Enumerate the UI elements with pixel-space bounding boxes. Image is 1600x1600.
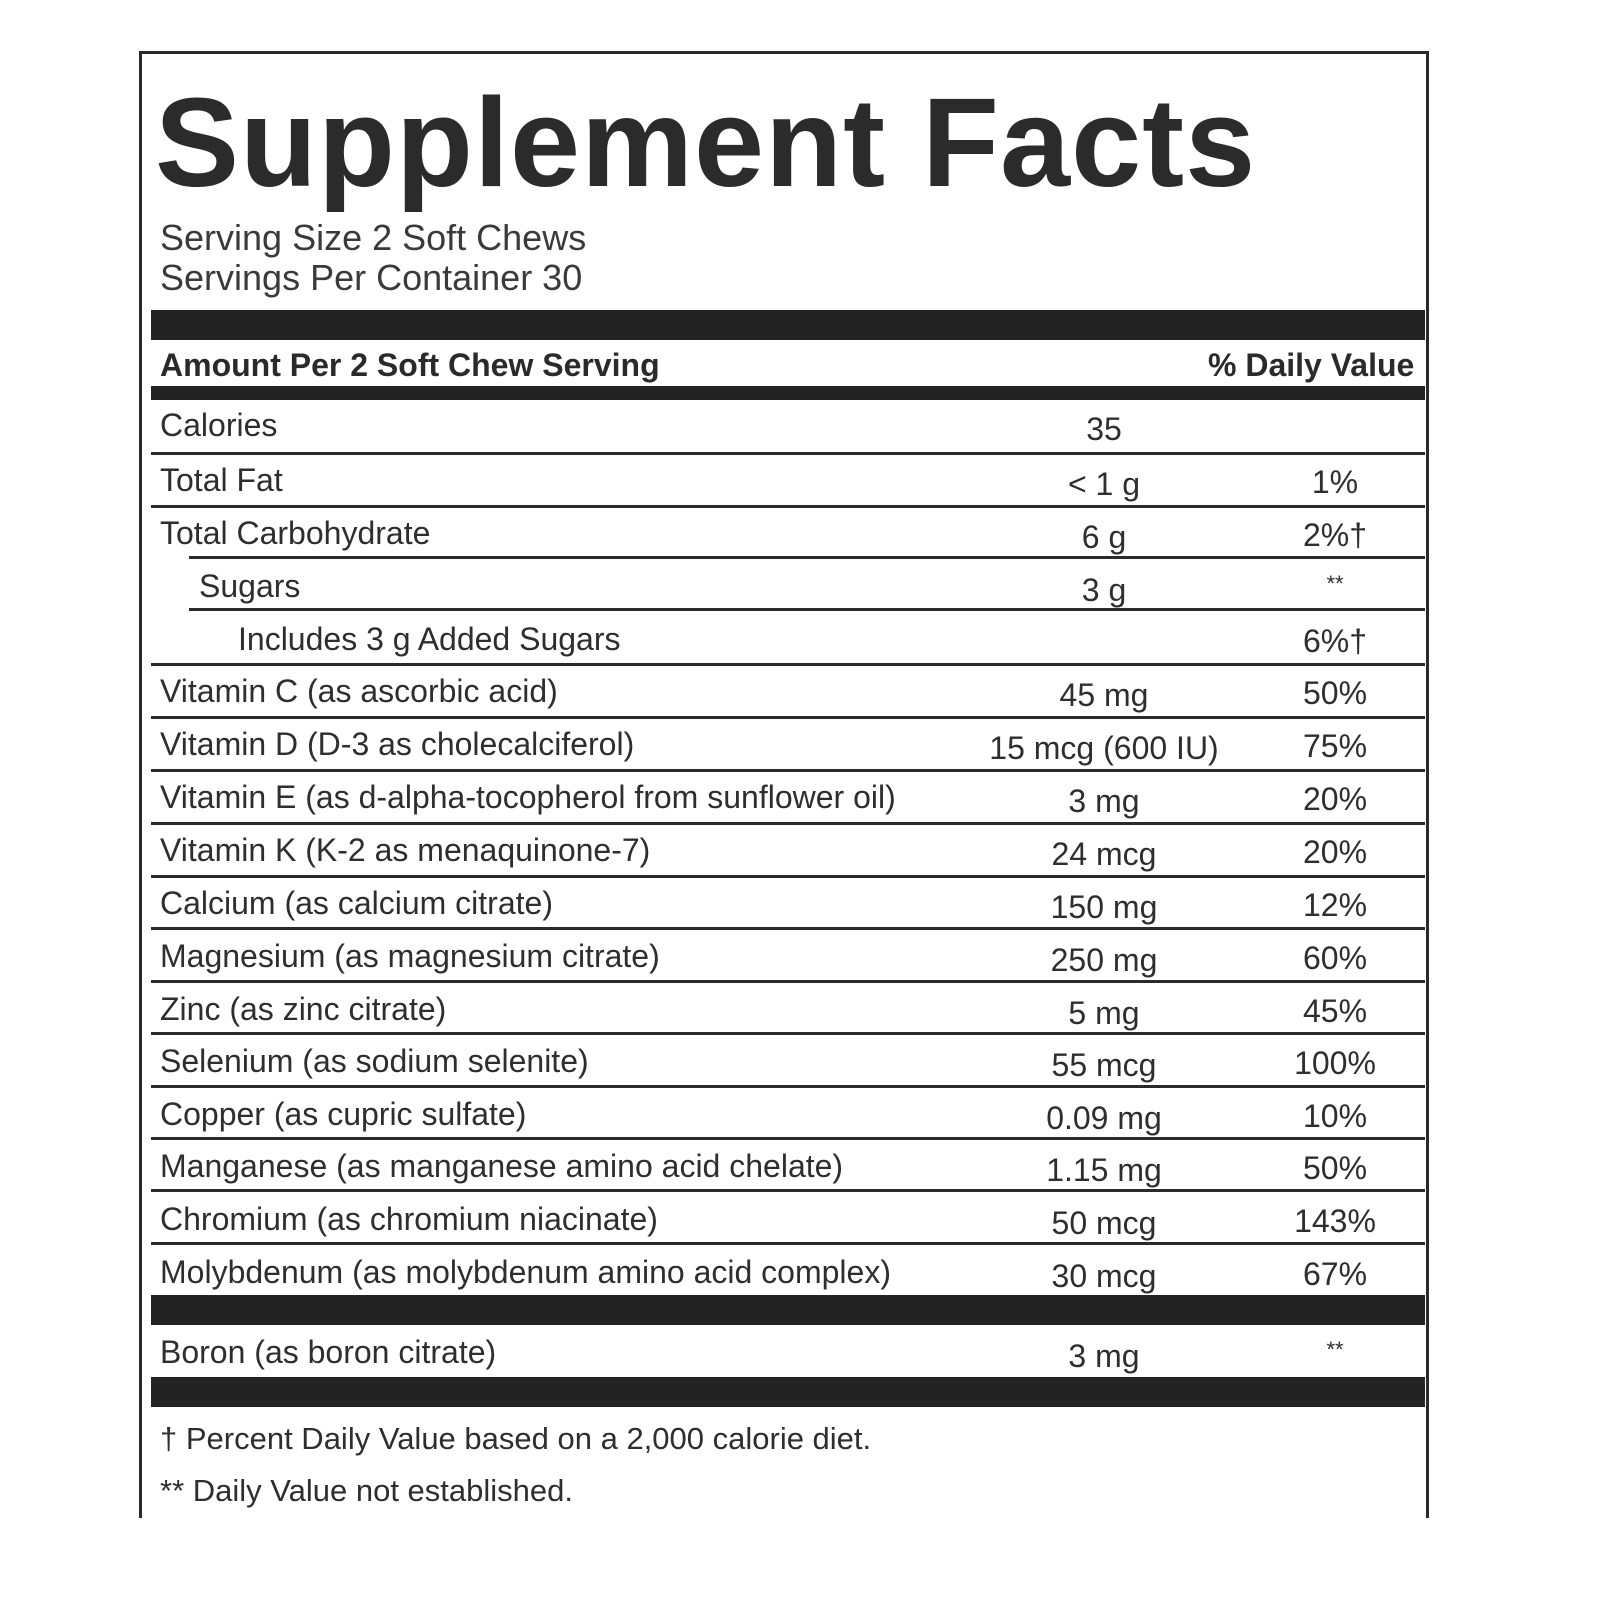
nutrient-amount: 6 g (1081, 519, 1127, 555)
nutrient-amount: 150 mg (1050, 889, 1158, 925)
row-divider (151, 1189, 1425, 1192)
panel-title: Supplement Facts (155, 72, 1257, 213)
nutrient-name: Zinc (as zinc citrate) (160, 991, 447, 1027)
nutrient-daily-value: 2%† (1302, 517, 1368, 553)
thick-divider-top (151, 310, 1425, 340)
nutrient-name: Chromium (as chromium niacinate) (160, 1201, 658, 1237)
thick-divider-boron (151, 1295, 1425, 1325)
nutrient-daily-value: 60% (1302, 940, 1368, 976)
nutrient-name: Calories (160, 407, 278, 443)
nutrient-name: Magnesium (as magnesium citrate) (160, 938, 660, 974)
nutrient-amount: < 1 g (1067, 466, 1141, 502)
nutrient-amount: 0.09 mg (1046, 1100, 1162, 1136)
nutrient-daily-value: 20% (1302, 834, 1368, 870)
header-divider (151, 386, 1425, 400)
nutrient-name: Vitamin C (as ascorbic acid) (160, 673, 558, 709)
servings-per-container: Servings Per Container 30 (160, 257, 583, 298)
nutrient-daily-value: 45% (1302, 993, 1368, 1029)
nutrient-daily-value: 75% (1302, 728, 1368, 764)
nutrient-amount: 5 mg (1068, 995, 1140, 1031)
row-divider (151, 980, 1425, 983)
nutrient-name: Boron (as boron citrate) (160, 1334, 497, 1370)
footnote-dagger: † Percent Daily Value based on a 2,000 calorie diet. (160, 1421, 872, 1456)
nutrient-daily-value: 6%† (1302, 623, 1368, 659)
nutrient-daily-value: 50% (1302, 675, 1368, 711)
nutrient-daily-value: 20% (1302, 781, 1368, 817)
nutrient-daily-value: 100% (1294, 1045, 1376, 1081)
nutrient-daily-value: 67% (1302, 1256, 1368, 1292)
row-divider (151, 505, 1425, 508)
nutrient-name: Manganese (as manganese amino acid chelate) (160, 1148, 844, 1184)
row-divider (189, 608, 1425, 611)
nutrient-daily-value: 143% (1294, 1203, 1376, 1239)
row-divider (151, 663, 1425, 666)
nutrient-daily-value: ** (1326, 1337, 1344, 1362)
nutrient-name: Vitamin D (D-3 as cholecalciferol) (160, 726, 635, 762)
nutrient-amount: 1.15 mg (1046, 1152, 1162, 1188)
nutrient-name: Total Fat (160, 462, 283, 498)
row-divider (151, 716, 1425, 719)
nutrient-amount: 30 mcg (1051, 1258, 1157, 1294)
row-divider (151, 769, 1425, 772)
row-divider (151, 822, 1425, 825)
nutrient-amount: 50 mcg (1051, 1205, 1157, 1241)
nutrient-name: Vitamin K (K-2 as menaquinone-7) (160, 832, 651, 868)
row-divider (151, 875, 1425, 878)
nutrient-amount: 3 g (1081, 572, 1127, 608)
row-divider (151, 927, 1425, 930)
amount-per-serving-header: Amount Per 2 Soft Chew Serving (160, 347, 660, 383)
nutrient-daily-value: 1% (1311, 464, 1359, 500)
nutrient-amount: 3 mg (1068, 1338, 1140, 1374)
row-divider (189, 556, 1425, 559)
row-divider (151, 1137, 1425, 1140)
nutrient-name: Includes 3 g Added Sugars (238, 621, 621, 657)
footnote-daily-value: ** Daily Value not established. (160, 1473, 574, 1508)
nutrient-name: Vitamin E (as d-alpha-tocopherol from sunflower oil) (160, 779, 896, 815)
nutrient-daily-value: 50% (1302, 1150, 1368, 1186)
row-divider (151, 1032, 1425, 1035)
nutrient-daily-value: ** (1326, 571, 1344, 596)
nutrient-amount: 250 mg (1050, 942, 1158, 978)
nutrient-amount: 15 mcg (600 IU) (989, 730, 1219, 766)
nutrient-amount: 24 mcg (1051, 836, 1157, 872)
serving-size: Serving Size 2 Soft Chews (160, 217, 587, 258)
nutrient-daily-value: 12% (1302, 887, 1368, 923)
nutrient-daily-value: 10% (1302, 1098, 1368, 1134)
nutrient-amount: 55 mcg (1051, 1047, 1157, 1083)
nutrient-name: Calcium (as calcium citrate) (160, 885, 553, 921)
nutrient-name: Total Carbohydrate (160, 515, 431, 551)
nutrient-amount: 3 mg (1068, 783, 1140, 819)
nutrient-amount: 35 (1086, 411, 1122, 447)
nutrient-name: Sugars (199, 568, 301, 604)
row-divider (151, 1242, 1425, 1245)
daily-value-header: % Daily Value (1208, 347, 1415, 383)
thick-divider-bottom (151, 1377, 1425, 1407)
nutrient-name: Molybdenum (as molybdenum amino acid complex) (160, 1254, 891, 1290)
nutrient-name: Selenium (as sodium selenite) (160, 1043, 589, 1079)
nutrient-name: Copper (as cupric sulfate) (160, 1096, 527, 1132)
row-divider (151, 452, 1425, 455)
nutrient-amount: 45 mg (1059, 677, 1149, 713)
row-divider (151, 1085, 1425, 1088)
